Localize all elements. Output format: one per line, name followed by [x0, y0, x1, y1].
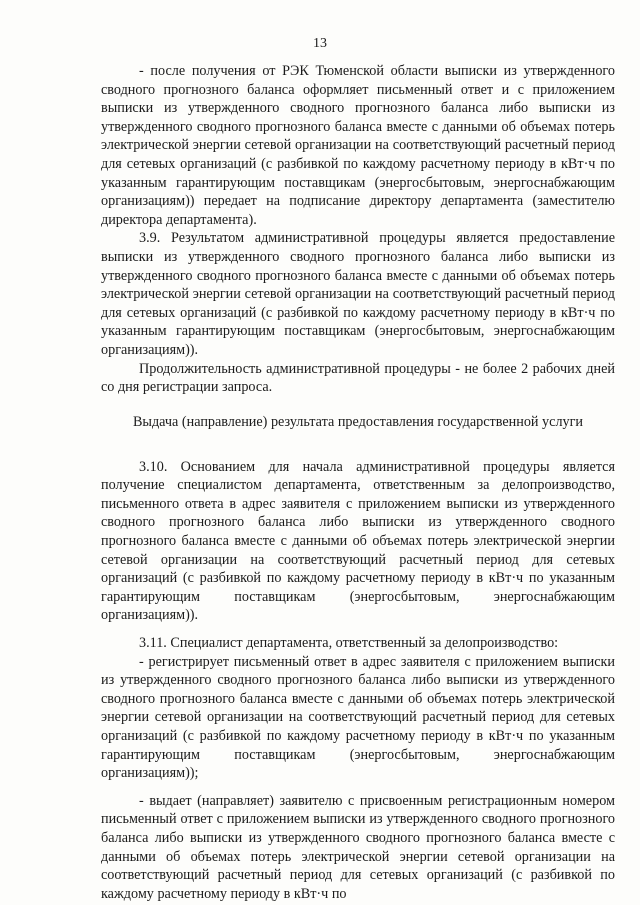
- paragraph-3-11: 3.11. Специалист департамента, ответственный за делопроизводство:: [139, 635, 559, 652]
- paragraph-3-9: 3.9. Результатом административной процедуры является предоставление выписки из утвержденного сводного прогнозного баланса либо выписки из утвержденного сводного прогнозного баланса вместе с данными об объемах потерь электрической энергии сетевой организации на соответствующий расчетный период для сетевых организаций (с разбивкой по каждому расчетному периоду в кВт·ч по указанным гарантирующим поставщикам (энергосбытовым, энергоснабжающим организациям)).: [101, 230, 615, 358]
- paragraph-bullet-registers: - регистрирует письменный ответ в адрес заявителя с приложением выписки из утвержденного сводного прогнозного баланса либо выписки из утвержденного сводного прогнозного баланса вместе с данными об объемах потерь электрической энергии сетевой организации на соответствующий расчетный период для сетевых организаций (с разбивкой по каждому расчетному периоду в кВт·ч по указанным гарантирующим поставщикам (энергосбытовым, энергоснабжающим организациям));: [101, 653, 615, 782]
- paragraph-bullet-issues: - выдает (направляет) заявителю с присвоенным регистрационным номером письменный ответ с приложением выписки из утвержденного сводного прогнозного баланса либо выписки из утвержденного сводного прогнозного баланса вместе с данными об объемах потерь электрической энергии сетевой организации на соответствующий расчетный период для сетевых организаций (с разбивкой по каждому расчетному периоду в кВт·ч по: [101, 792, 615, 902]
- section-heading: Выдача (направление) результата предоставления государственной услуги: [132, 413, 584, 430]
- document-body: [101, 62, 615, 903]
- page-number: 13: [313, 36, 327, 51]
- paragraph-3-10: 3.10. Основанием для начала административной процедуры является получение специалистом департамента, ответственным за делопроизводство, письменного ответа в адрес заявителя с приложением выписки из утвержденного сводного прогнозного баланса либо выписки из утвержденного сводного прогнозного баланса вместе с данными об объемах потерь электрической энергии сетевой организации на соответствующий расчетный период для сетевых организаций (с разбивкой по каждому расчетному периоду в кВт·ч по указанным гарантирующим поставщикам (энергосбытовым, энергоснабжающим организациям)).: [101, 458, 615, 624]
- paragraph-bullet-after-rek: - после получения от РЭК Тюменской области выписки из утвержденного сводного прогнозного баланса оформляет письменный ответ и с приложением выписки из утвержденного сводного прогнозного баланса либо выписки из утвержденного сводного прогнозного баланса вместе с данными об объемах потерь электрической энергии сетевой организации на соответствующий расчетный период для сетевых организаций (с разбивкой по каждому расчетному периоду в кВт·ч по указанным гарантирующим поставщикам (энергосбытовым, энергоснабжающим организациям)) передает на подписание директору департамента (заместителю директора департамента).: [101, 63, 615, 228]
- paragraph-duration: Продолжительность административной процедуры - не более 2 рабочих дней со дня регистрации запроса.: [101, 360, 615, 396]
